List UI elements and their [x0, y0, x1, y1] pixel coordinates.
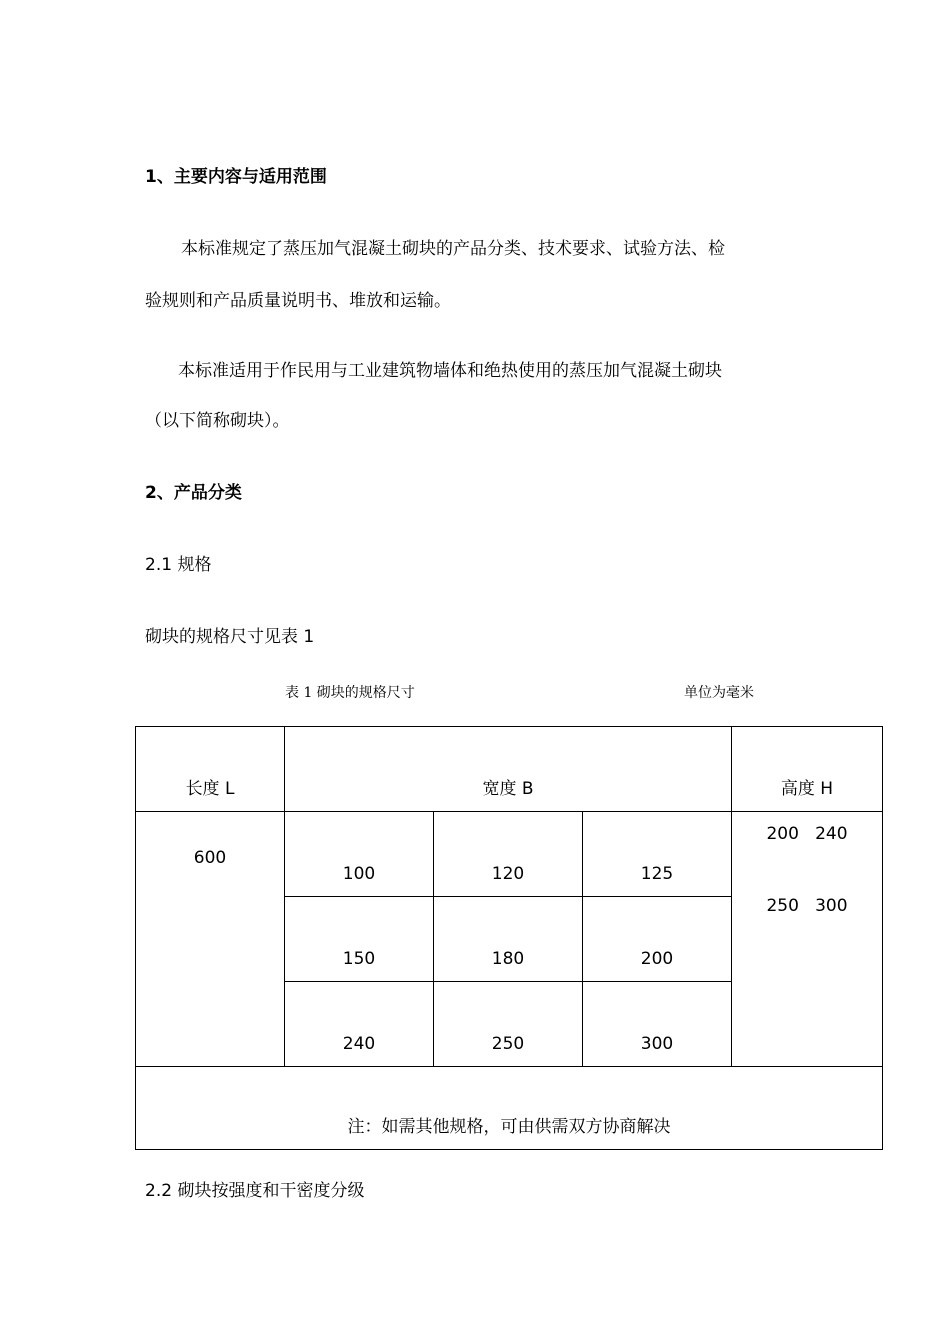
- table-note-row: [136, 1067, 883, 1150]
- height-values-cell: [732, 812, 883, 1067]
- width-cell: 300: [583, 982, 732, 1067]
- width-cell: 240: [285, 982, 434, 1067]
- paragraph-1-line-1: 本标准规定了蒸压加气混凝土砌块的产品分类、技术要求、试验方法、检: [181, 239, 725, 259]
- width-cell: 150: [285, 897, 434, 982]
- header-width: 宽度 B: [285, 727, 732, 812]
- width-cell: 120: [434, 812, 583, 897]
- section-2-heading: 2、产品分类: [145, 483, 242, 503]
- subsection-2-1-heading: 2.1 规格: [145, 555, 212, 575]
- width-cell: 250: [434, 982, 583, 1067]
- table-row: [136, 812, 883, 897]
- table-reference-text: 砌块的规格尺寸见表 1: [145, 627, 315, 647]
- width-cell: 125: [583, 812, 732, 897]
- header-length: 长度 L: [136, 727, 285, 812]
- table-unit-note: 单位为毫米: [684, 685, 754, 701]
- height-values-line-2: 250 300: [766, 896, 848, 916]
- width-cell: 180: [434, 897, 583, 982]
- spec-table: [135, 726, 883, 1150]
- paragraph-2-line-1: 本标准适用于作民用与工业建筑物墙体和绝热使用的蒸压加气混凝土砌块: [178, 361, 722, 381]
- paragraph-2-line-2: （以下简称砌块）。: [145, 411, 290, 431]
- height-values-line-1: 200 240: [766, 824, 848, 844]
- table-header-row: [136, 727, 883, 812]
- section-1-heading: 1、主要内容与适用范围: [145, 167, 327, 187]
- width-cell: 100: [285, 812, 434, 897]
- width-cell: 200: [583, 897, 732, 982]
- table-note: 注：如需其他规格，可由供需双方协商解决: [136, 1067, 883, 1150]
- table-caption: 表 1 砌块的规格尺寸: [285, 685, 415, 701]
- header-height: 高度 H: [732, 727, 883, 812]
- paragraph-1-line-2: 验规则和产品质量说明书、堆放和运输。: [145, 291, 451, 311]
- subsection-2-2-heading: 2.2 砌块按强度和干密度分级: [145, 1181, 365, 1201]
- length-value-cell: 600: [136, 812, 285, 1067]
